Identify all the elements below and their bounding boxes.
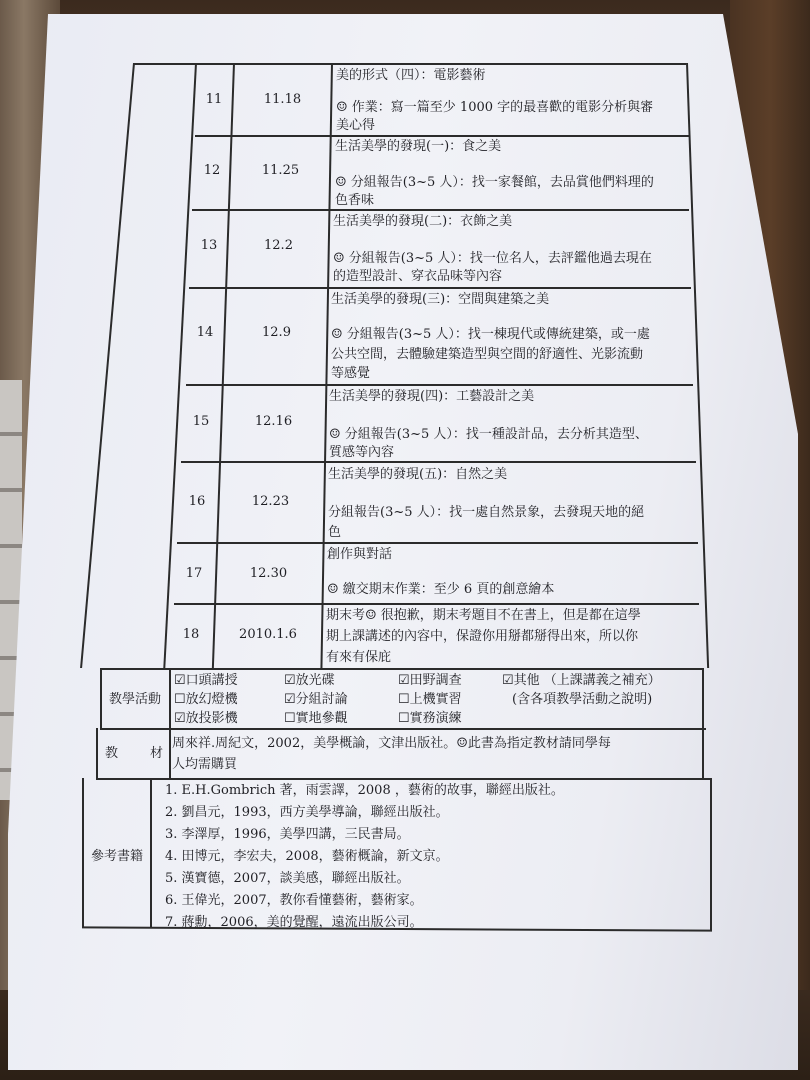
activity-option: ☑其他 （上課講義之補充）: [502, 673, 661, 688]
table-border-right: [686, 63, 709, 668]
week-number: 13: [200, 238, 218, 253]
section-label-border: [169, 668, 171, 778]
week-detail: ☺ 分組報告(3~5 人）：找一種設計品，去分析其造型、: [329, 427, 648, 442]
week-number: 17: [185, 566, 203, 581]
row-line: [189, 287, 691, 289]
activity-option: ☐實務演練: [398, 711, 462, 726]
section-border-left: [96, 728, 98, 778]
week-detail: 公共空間，去體驗建築造型與空間的舒適性、光影流動: [331, 347, 644, 362]
activity-option: ☐實地參觀: [284, 711, 348, 726]
week-detail: 有來有保庇: [326, 650, 392, 665]
activity-option: ☑田野調查: [398, 673, 462, 688]
textbook-line: 周來祥.周紀文，2002，美學概論，文津出版社。☺此書為指定教材請同學每: [172, 736, 611, 751]
week-title: 生活美學的發現(三)：空間與建築之美: [331, 292, 550, 307]
row-line: [174, 603, 699, 605]
reference-item: 1. E.H.Gombrich 著，雨雲譯，2008 ，藝術的故事，聯經出版社。: [165, 783, 564, 798]
week-detail: ☺ 作業：寫一篇至少 1000 字的最喜歡的電影分析與審: [336, 100, 654, 115]
week-detail: 質感等內容: [329, 445, 395, 460]
week-number: 11: [205, 92, 223, 107]
week-date: 11.18: [263, 92, 302, 107]
week-date: 12.9: [262, 325, 291, 340]
section-border-right: [702, 668, 704, 778]
row-line: [192, 209, 689, 211]
week-detail: ☺ 繳交期末作業：至少 6 頁的創意繪本: [327, 582, 555, 597]
activity-option: ☐上機實習: [398, 692, 462, 707]
reference-item: 5. 漢寶德，2007，談美感，聯經出版社。: [165, 871, 410, 886]
week-number: 16: [188, 494, 206, 509]
activity-option: ☐放幻燈機: [174, 692, 238, 707]
week-date: 12.16: [254, 414, 293, 429]
week-date: 11.25: [261, 163, 300, 178]
week-detail: ☺ 分組報告(3~5 人）：找一位名人，去評鑑他過去現在: [333, 251, 652, 266]
row-line: [100, 728, 706, 730]
section-label-border: [150, 778, 152, 928]
week-title: 生活美學的發現(四)：工藝設計之美: [329, 389, 535, 404]
week-date: 12.30: [249, 566, 288, 581]
week-detail: 期末考☺ 很抱歉，期末考題目不在書上，但是都在這學: [326, 608, 641, 623]
week-number: 18: [182, 627, 200, 642]
week-date: 12.2: [264, 238, 293, 253]
week-number: 15: [192, 414, 210, 429]
teaching-activities-label: 教學活動: [108, 692, 161, 707]
textbook-label: 材: [150, 746, 164, 761]
textbook-line: 人均需購買: [172, 757, 238, 772]
activity-option: ☑放光碟: [284, 673, 335, 688]
row-line: [100, 668, 702, 670]
section-border-right: [710, 778, 712, 931]
table-border-left: [80, 63, 134, 668]
activity-option: ☑放投影機: [174, 711, 238, 726]
week-detail: ☺ 分組報告(3~5 人）：找一家餐館，去品賞他們料理的: [335, 175, 654, 190]
activity-option: ☑分組討論: [284, 692, 348, 707]
week-number: 12: [203, 163, 221, 178]
textbook-label: 教: [105, 746, 119, 761]
week-title: 生活美學的發現(一)：食之美: [335, 139, 502, 154]
row-line: [133, 63, 686, 65]
reference-item: 2. 劉昌元，1993，西方美學導論，聯經出版社。: [165, 805, 449, 820]
references-label: 參考書籍: [90, 849, 143, 864]
week-title: 生活美學的發現(二)：衣飾之美: [333, 214, 513, 229]
week-detail: ☺ 分組報告(3~5 人）：找一棟現代或傳統建築，或一處: [331, 327, 650, 342]
week-detail: 分組報告(3~5 人）：找一處自然景象，去發現天地的絕: [328, 505, 645, 520]
row-line: [181, 461, 696, 463]
activity-option: ☑口頭講授: [174, 673, 238, 688]
week-date: 12.23: [251, 494, 290, 509]
reference-item: 6. 王偉光，2007，教你看懂藝術，藝術家。: [165, 893, 423, 908]
row-line: [96, 778, 710, 780]
week-number: 14: [196, 325, 214, 340]
week-detail: 色香味: [335, 193, 375, 208]
row-line: [177, 542, 698, 544]
week-detail: 等感覺: [331, 366, 371, 381]
row-line: [186, 384, 693, 386]
week-detail: 的造型設計、穿衣品味等內容: [333, 269, 503, 284]
week-detail: 色: [328, 525, 342, 540]
reference-item: 4. 田博元，李宏夫，2008，藝術概論，新文京。: [165, 849, 449, 864]
week-date: 2010.1.6: [239, 627, 297, 642]
week-detail: 美心得: [336, 118, 376, 133]
reference-item: 7. 蔣勳，2006，美的覺醒，遠流出版公司。: [165, 915, 423, 930]
activity-option: (含各項教學活動之說明): [512, 692, 653, 707]
reference-item: 3. 李澤厚，1996，美學四講，三民書局。: [165, 827, 410, 842]
week-title: 美的形式（四）：電影藝術: [336, 68, 486, 83]
week-title: 生活美學的發現(五)：自然之美: [328, 467, 508, 482]
week-detail: 期上課講述的內容中，保證你用掰都掰得出來，所以你: [326, 629, 639, 644]
week-title: 創作與對話: [327, 547, 393, 562]
